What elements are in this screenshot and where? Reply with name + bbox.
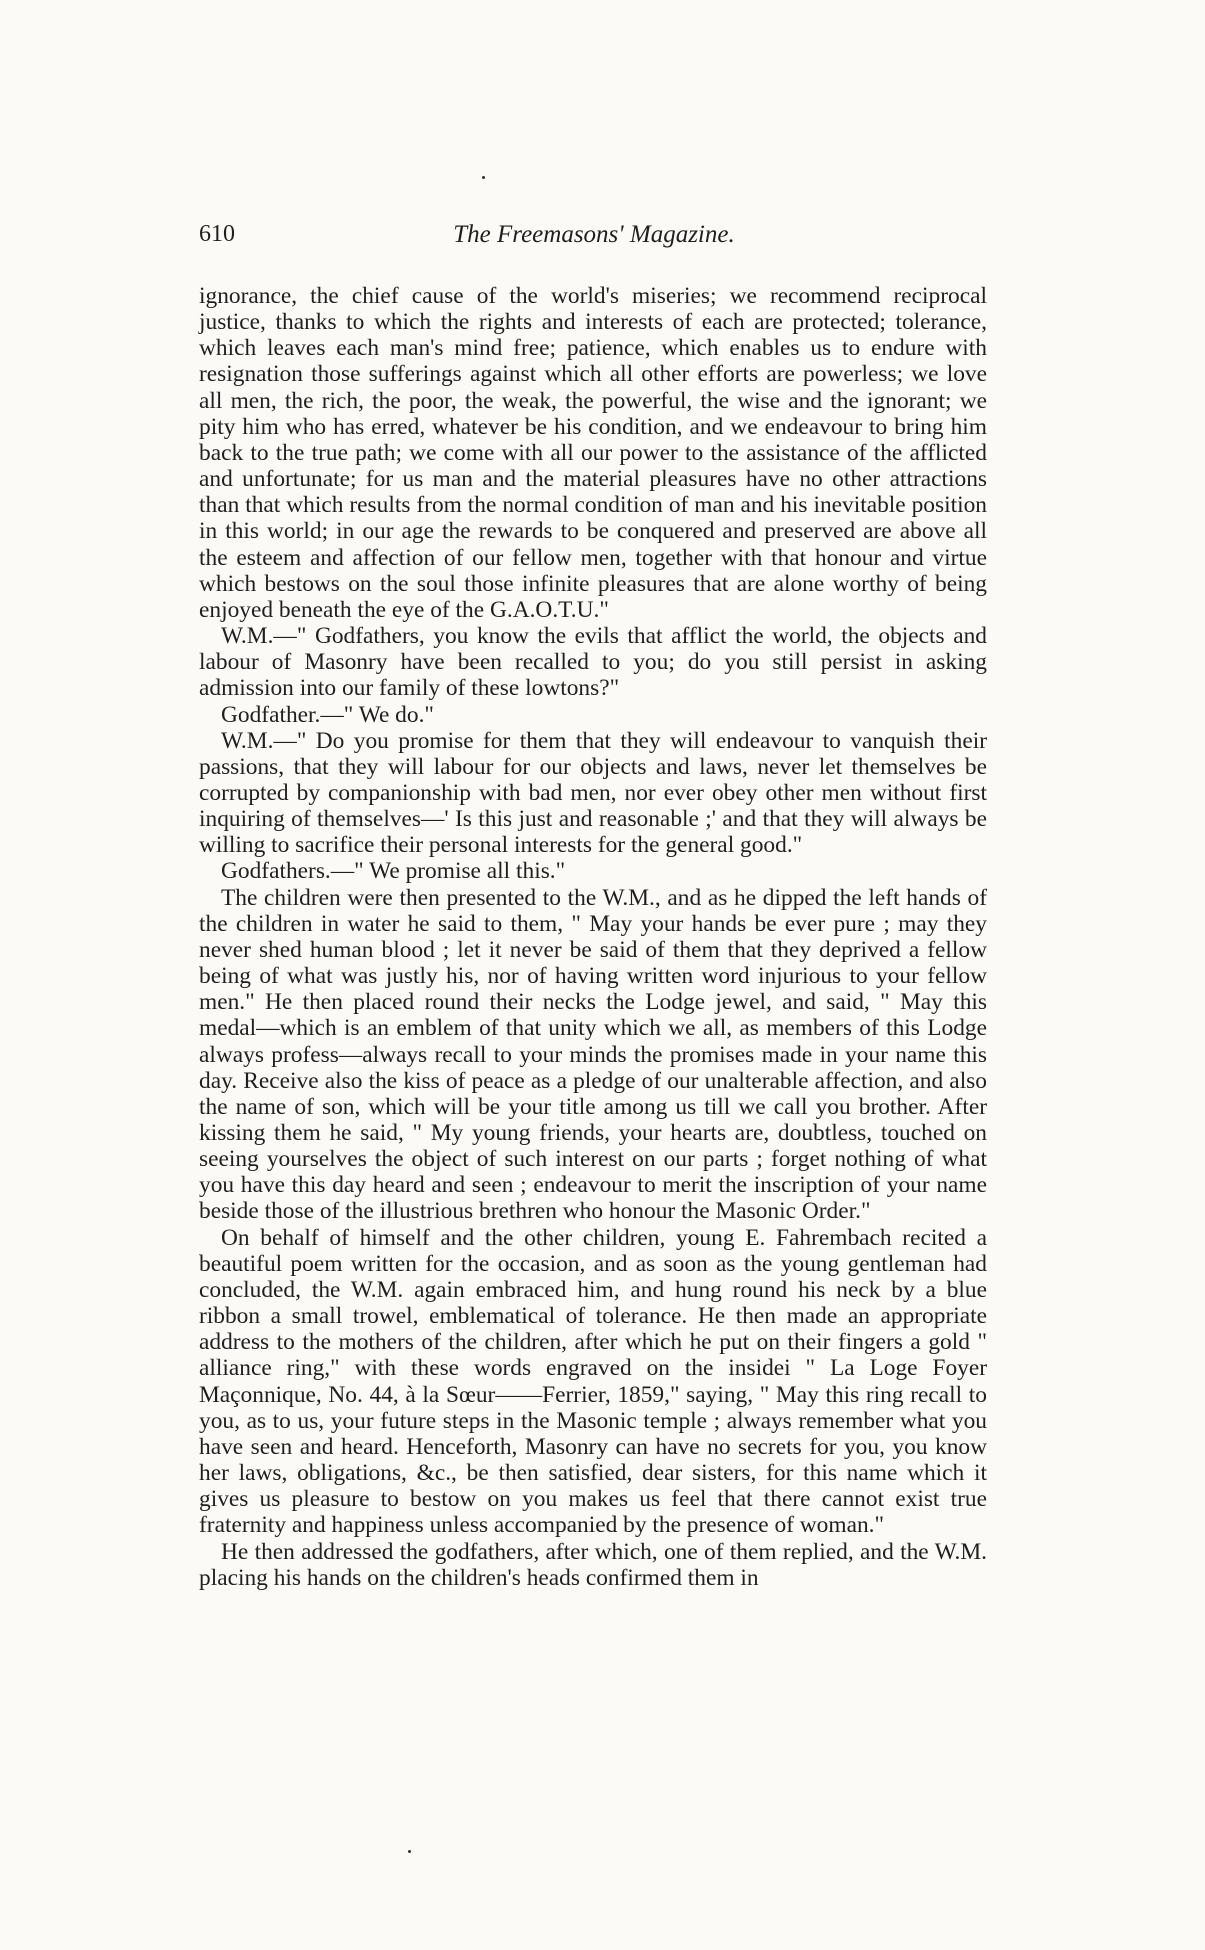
print-speck bbox=[408, 1850, 411, 1853]
paragraph: He then addressed the godfathers, after which, one of them replied, and the W.M. placing his hands on the children's heads confirmed them in bbox=[199, 1538, 987, 1591]
page-number: 610 bbox=[199, 221, 235, 247]
paragraph: Godfather.—" We do." bbox=[221, 701, 434, 728]
paragraph: W.M.—" Do you promise for them that they will endeavour to vanquish their passions, that they will labour for our objects and laws, never let themselves be corrupted by companionship with bad men, nor ever obey other men without first inquiring of themselves—' Is this just and reasonable ;' and that they will always be willing to sacrifice their personal interests for the general good." bbox=[199, 727, 987, 859]
paragraph: W.M.—" Godfathers, you know the evils that afflict the world, the objects and labour of Masonry have been recalled to you; do you still persist in asking admission into our family of these lowtons?" bbox=[199, 623, 987, 702]
paragraph: The children were then presented to the W.M., and as he dipped the left hands of the children in water he said to them, " May your hands be ever pure ; may they never shed human blood ; let it never be said of them that they deprived a fellow being of what was justly his, nor of having written word injurious to your fellow men." He then placed round their necks the Lodge jewel, and said, " May this medal—which is an emblem of that unity which we all, as members of this Lodge always profess—always recall to your minds the promises made in your name this day. Receive also the kiss of peace as a pledge of our unalterable affection, and also the name of son, which will be your title among us till we call you brother. After kissing them he said, " My young friends, your hearts are, doubtless, touched on seeing yourselves the object of such interest on our parts ; forget nothing of what you have this day heard and seen ; endeavour to merit the inscription of your name beside those of the illustrious brethren who honour the Masonic Order." bbox=[199, 884, 987, 1225]
paragraph: Godfathers.—" We promise all this." bbox=[221, 858, 566, 885]
paragraph: On behalf of himself and the other children, young E. Fahrembach recited a beautiful poem written for the occasion, and as soon as the young gentleman had concluded, the W.M. again embraced him, and hung round his neck by a blue ribbon a small trowel, emblematical of tolerance. He then made an appropriate address to the mothers of the children, after which he put on their fingers a gold " alliance ring," with these words engraved on the insidei " La Loge Foyer Maçonnique, No. 44, à la Sœur——Ferrier, 1859," saying, " May this ring recall to you, as to us, your future steps in the Masonic temple ; always remember what you have seen and heard. Henceforth, Masonry can have no secrets for you, you know her laws, obligations, &c., be then satisfied, dear sisters, for this name which it gives us pleasure to bestow on you makes us feel that there cannot exist true fraternity and happiness unless accompanied by the presence of woman." bbox=[199, 1224, 987, 1539]
print-speck bbox=[482, 176, 485, 179]
article-body bbox=[199, 283, 987, 1591]
page-header bbox=[199, 222, 989, 262]
running-title: The Freemasons' Magazine. bbox=[453, 221, 735, 248]
paragraph: ignorance, the chief cause of the world's miseries; we recommend reciprocal justice, thanks to which the rights and interests of each are protected; tolerance, which leaves each man's mind free; patience, which enables us to endure with resignation those sufferings against which all other efforts are powerless; we love all men, the rich, the poor, the weak, the powerful, the wise and the ignorant; we pity him who has erred, whatever be his condition, and we endeavour to bring him back to the true path; we come with all our power to the assistance of the afflicted and unfortunate; for us man and the material pleasures have no other attractions than that which results from the normal condition of man and his inevitable position in this world; in our age the rewards to be conquered and preserved are above all the esteem and affection of our fellow men, together with that honour and virtue which bestows on the soul those infinite pleasures that are alone worthy of being enjoyed beneath the eye of the G.A.O.T.U." bbox=[199, 283, 987, 623]
